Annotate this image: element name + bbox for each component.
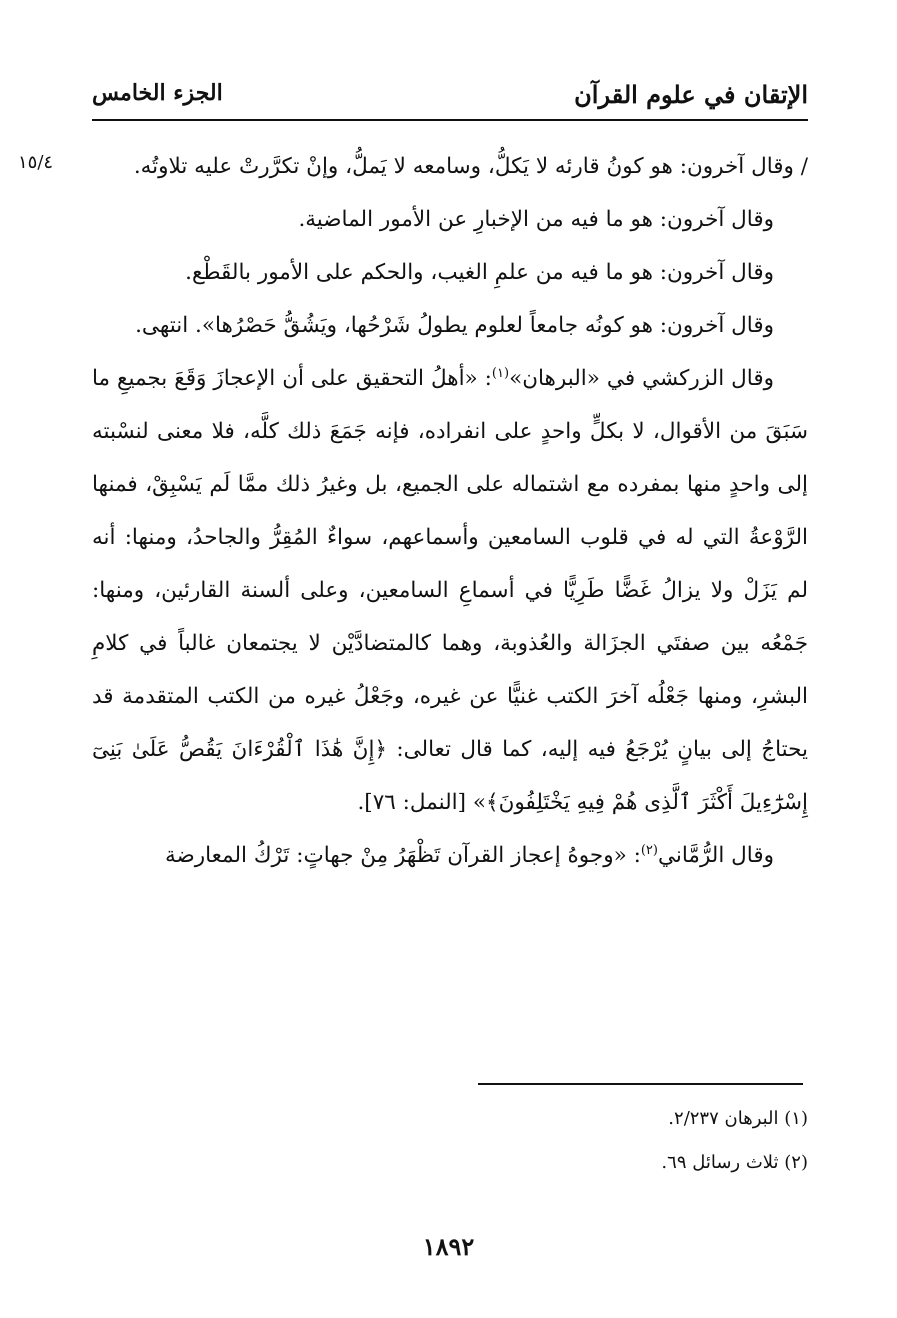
book-title: الإتقان في علوم القرآن: [574, 80, 808, 109]
zarkashi-lead: وقال الزركشي في «البرهان»: [509, 366, 774, 391]
footnote-ref-2[interactable]: (٢): [640, 842, 658, 858]
paragraph-rummani: [92, 829, 808, 882]
paragraph-4: وقال آخرون: هو كونُه جامعاً لعلوم يطولُ شَرْحُها، ويَشُقُّ حَصْرُها». انتهى.: [135, 313, 774, 338]
footnote-1: (١) البرهان ٢/٢٣٧.: [668, 1108, 808, 1129]
zarkashi-quote: : «أهلُ التحقيق على أن الإعجازَ وَقَعَ بجميعِ ما سَبَقَ من الأقوال، لا بكلٍّ واحدٍ على انفراده، فإنه جَمَعَ ذلك كلَّه، فلا معنى لنسْبته إلى واحدٍ منها بمفرده مع اشتماله على الجميع، بل وغيرُ ذلك ممَّا لَم يَسْبِقْ، فمنها الرَّوْعةُ التي له في قلوب السامعين وأسماعهم، سواءٌ المُقِرُّ والجاحدُ، ومنها: أنه لم يَزَلْ ولا يزالُ غَضًّا طَرِيًّا في أسماعِ السامعين، وعلى ألسنة القارئين، ومنها: جَمْعُه بين صفتَي الجزَالة والعُذوبة، وهما كالمتضادَّيْن لا يجتمعان غالباً في كلامِ البشرِ، ومنها جَعْلُه آخرَ الكتب غنيًّا عن غيره، وجَعْلُ غيره من الكتب المتقدمة قد يحتاجُ إلى بيانٍ يُرْجَعُ فيه إليه، كما قال تعالى: ﴿إِنَّ هَٰذَا ٱلْقُرْءَانَ يَقُصُّ عَلَىٰ بَنِىٓ إِسْرَٰٓءِيلَ أَكْثَرَ ٱلَّذِى هُمْ فِيهِ يَخْتَلِفُونَ﴾» [النمل: ٧٦].: [92, 366, 808, 815]
rummani-lead: وقال الرُّمَّاني: [657, 843, 774, 868]
footnote-2: (٢) ثلاث رسائل ٦٩.: [661, 1152, 808, 1173]
paragraph-2: وقال آخرون: هو ما فيه من الإخبارِ عن الأمور الماضية.: [298, 207, 774, 232]
paragraph-1: / وقال آخرون: هو كونُ قارئه لا يَكلُّ، وسامعه لا يَملُّ، وإنْ تكرَّرتْ عليه تلاوتُه.: [133, 154, 808, 179]
footnote-divider: [478, 1083, 803, 1085]
header-divider: [92, 119, 808, 121]
volume-label: الجزء الخامس: [92, 80, 223, 106]
rummani-quote: : «وجوهُ إعجاز القرآن تَظْهَرُ مِنْ جهاتٍ: تَرْكُ المعارضة: [164, 843, 641, 868]
main-text: [92, 140, 808, 882]
footnotes: [92, 1097, 808, 1185]
margin-reference: ١٥/٤: [18, 152, 54, 173]
paragraph-zarkashi: [92, 352, 808, 829]
paragraph-3: وقال آخرون: هو ما فيه من علمِ الغيب، والحكم على الأمور بالقَطْع.: [185, 260, 774, 285]
page-number: ١٨٩٢: [422, 1232, 475, 1261]
footnote-ref-1[interactable]: (١): [491, 365, 510, 381]
running-header: [92, 78, 808, 118]
